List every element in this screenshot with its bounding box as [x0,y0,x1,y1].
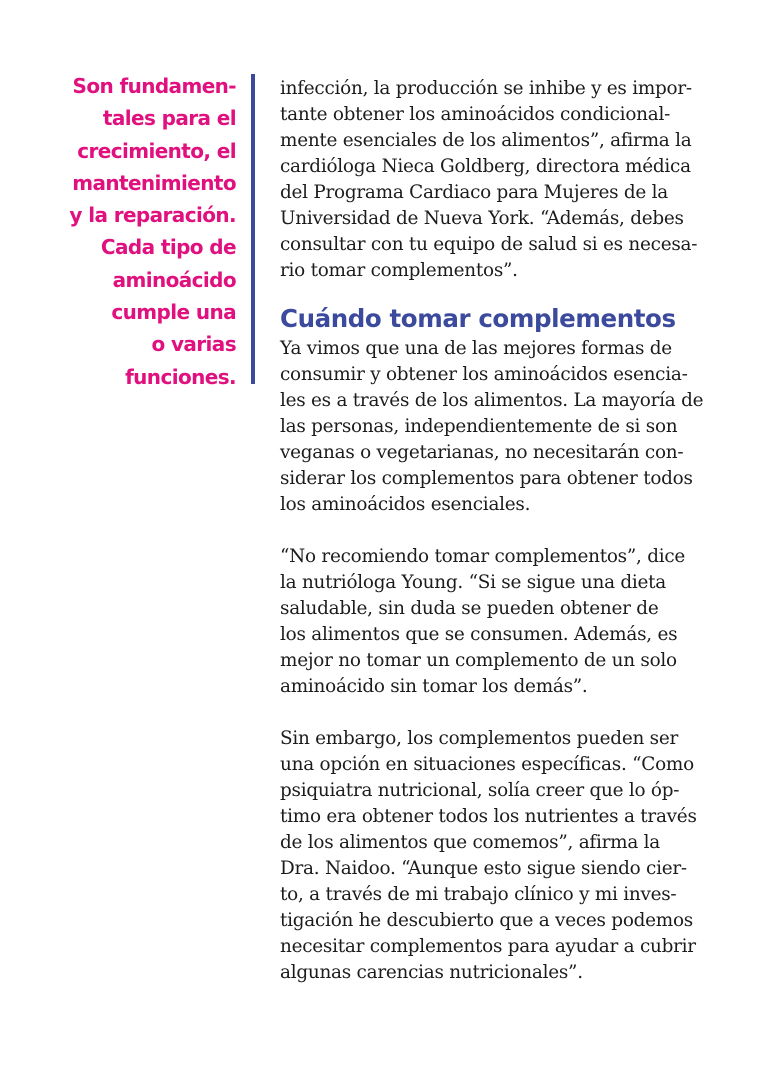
text-line: aminoácido sin tomar los demás”. [280,676,588,697]
text-line: tante obtener los aminoácidos condicional- [280,104,671,125]
pull-quote-line: mantenimiento [72,170,236,195]
pull-quote-line: crecimiento, el [77,138,236,163]
text-line: rio tomar complementos”. [280,260,518,281]
pull-quote-line: o varias [151,332,236,357]
text-line: Dra. Naidoo. “Aunque esto sigue siendo cier- [280,858,687,879]
text-line: “No recomiendo tomar complementos”, dice [280,546,686,567]
pull-quote-line: Cada tipo de [100,235,236,260]
text-line: la nutrióloga Young. “Si se sigue una dieta [280,572,667,593]
paragraph-2 [280,544,750,700]
pull-quote-line: funciones. [125,364,236,389]
text-line: saludable, sin duda se pueden obtener de [280,598,659,619]
text-line: les es a través de los alimentos. La mayoría de [280,390,704,411]
text-line: una opción en situaciones específicas. “Como [280,754,694,775]
text-line: necesitar complementos para ayudar a cubrir [280,936,696,957]
text-line: los aminoácidos esenciales. [280,494,531,515]
text-line: cardióloga Nieca Goldberg, directora médica [280,156,691,177]
text-line: psiquiatra nutricional, solía creer que lo óp- [280,780,680,801]
pull-quote [40,70,236,393]
pull-quote-line: tales para el [102,106,236,131]
pull-quote-line: cumple una [111,300,236,325]
intro-paragraph [280,76,750,284]
vertical-divider [251,74,255,384]
text-line: Ya vimos que una de las mejores formas de [280,338,672,359]
text-line: de los alimentos que comemos”, afirma la [280,832,661,853]
text-line: del Programa Cardiaco para Mujeres de la [280,182,668,203]
text-line: Sin embargo, los complementos pueden ser [280,728,679,749]
paragraph-3 [280,726,750,986]
text-line: las personas, independientemente de si son [280,416,678,437]
text-line: consumir y obtener los aminoácidos esencia- [280,364,688,385]
text-line: algunas carencias nutricionales”. [280,962,583,983]
text-line: veganas o vegetarianas, no necesitarán con- [280,442,684,463]
text-line: los alimentos que se consumen. Además, es [280,624,678,645]
pull-quote-line: Son fundamen- [72,74,236,98]
paragraph-gap [280,700,750,726]
paragraph-1 [280,336,750,518]
text-line: timo era obtener todos los nutrientes a través [280,806,697,827]
pull-quote-line: y la reparación. [69,203,236,228]
article-body [280,76,750,986]
paragraph-gap [280,518,750,544]
text-line: Universidad de Nueva York. “Además, debes [280,208,684,229]
text-line: consultar con tu equipo de salud si es necesa- [280,234,698,255]
text-line: to, a través de mi trabajo clínico y mi inves- [280,884,677,905]
text-line: siderar los complementos para obtener todos [280,468,693,489]
text-line: mente esenciales de los alimentos”, afirma la [280,130,692,151]
pull-quote-line: aminoácido [112,267,236,292]
text-line: mejor no tomar un complemento de un solo [280,650,677,671]
text-line: infección, la producción se inhibe y es impor- [280,78,692,99]
text-line: tigación he descubierto que a veces podemos [280,910,693,931]
section-heading: Cuándo tomar complementos [280,304,676,333]
